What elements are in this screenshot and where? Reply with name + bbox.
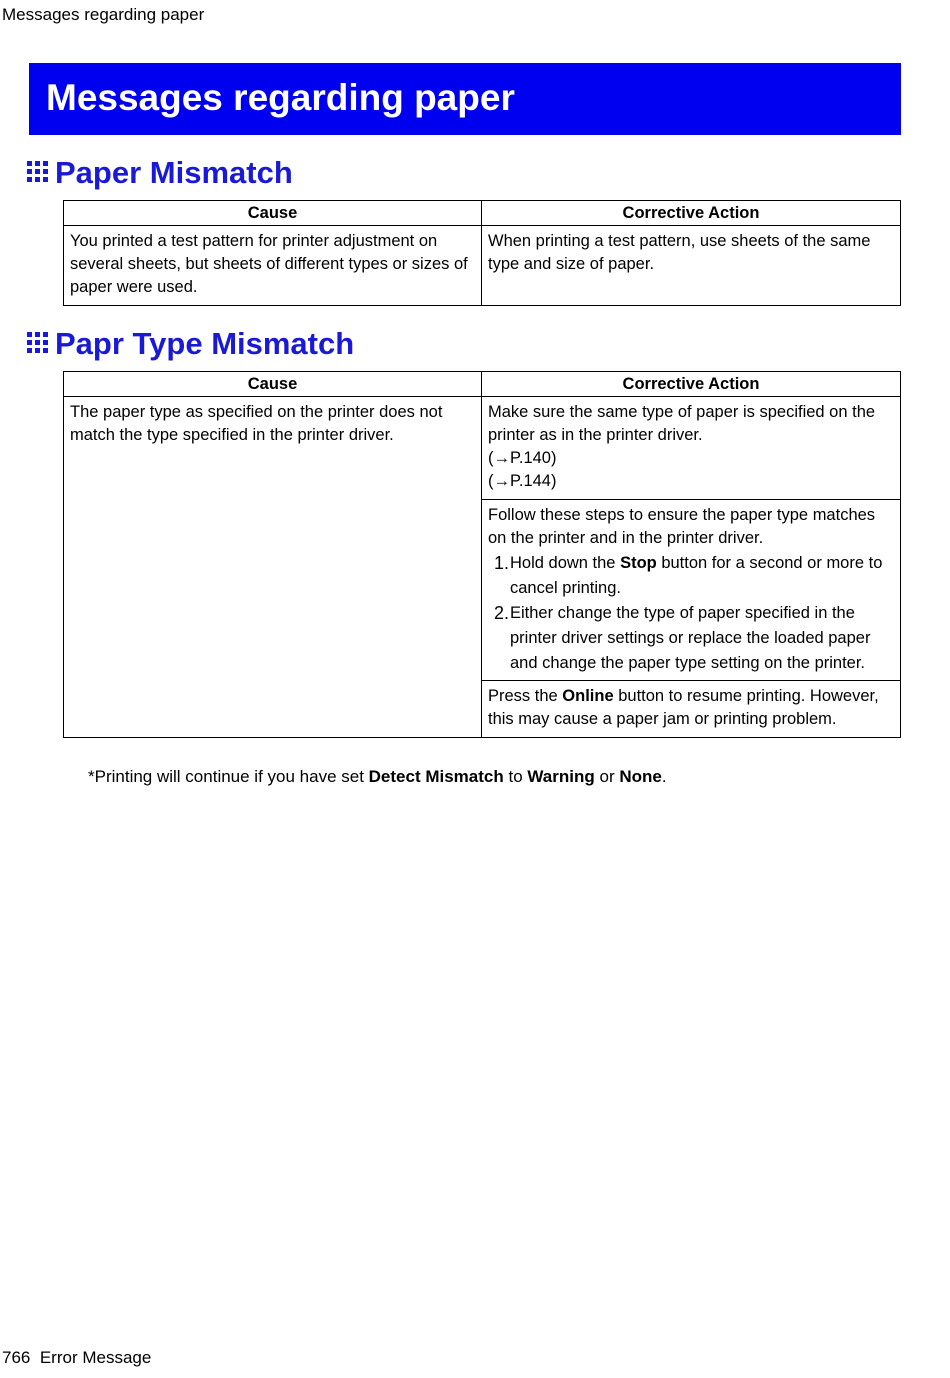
chapter-title: Messages regarding paper (46, 77, 515, 118)
footnote-text: or (594, 767, 620, 786)
action-text: button to resume printing. However, this may cause a paper jam or printing problem. (488, 687, 879, 728)
section-title: Papr Type Mismatch (55, 326, 355, 361)
step-item (488, 601, 895, 676)
section-heading-paper-type-mismatch (27, 326, 354, 362)
stop-button-name: Stop (620, 554, 657, 572)
page-reference-link[interactable]: (→P.144) (488, 472, 557, 490)
step-number: 2. (494, 603, 510, 623)
page-footer (2, 1348, 151, 1368)
column-header-cause: Cause (64, 201, 482, 226)
warning-term: Warning (527, 767, 595, 786)
column-header-corrective-action: Corrective Action (482, 372, 901, 397)
page-reference-link[interactable]: (→P.140) (488, 449, 557, 467)
section-title: Paper Mismatch (55, 155, 293, 190)
section-heading-paper-mismatch (27, 155, 293, 191)
cause-cell: You printed a test pattern for printer adjustment on several sheets, but sheets of different types or sizes of paper were used. (64, 226, 482, 306)
detect-mismatch-term: Detect Mismatch (368, 767, 504, 786)
action-text: Make sure the same type of paper is specified on the printer as in the printer driver. (488, 403, 876, 444)
cause-cell: The paper type as specified on the printer does not match the type specified in the printer driver. (64, 397, 482, 738)
step-text: Either change the type of paper specified in the printer driver settings or replace the loaded paper and change the paper type setting on the printer. (510, 604, 871, 672)
column-header-corrective-action: Corrective Action (482, 201, 901, 226)
footnote (88, 767, 667, 787)
step-number: 1. (494, 553, 510, 573)
column-header-cause: Cause (64, 372, 482, 397)
footnote-text: *Printing will continue if you have set (88, 767, 369, 786)
online-button-name: Online (562, 687, 614, 705)
corrective-action-cell (482, 681, 901, 738)
footnote-text: . (661, 767, 667, 786)
step-text: Hold down the (510, 554, 621, 572)
step-text: button for a second or more to cancel printing. (510, 554, 883, 597)
table-header-row (64, 372, 901, 397)
corrective-action-cell (482, 500, 901, 681)
paper-type-mismatch-table (63, 371, 901, 738)
footnote-text: to (503, 767, 528, 786)
grid-bullet-icon (27, 161, 48, 182)
step-list (488, 551, 895, 676)
paper-mismatch-table (63, 200, 901, 306)
chapter-title-banner (29, 63, 901, 135)
grid-bullet-icon (27, 332, 48, 353)
action-text: Press the (488, 687, 563, 705)
page-number: 766 (2, 1348, 31, 1367)
none-term: None (619, 767, 662, 786)
table-header-row (64, 201, 901, 226)
corrective-action-cell: When printing a test pattern, use sheets of the same type and size of paper. (482, 226, 901, 306)
table-row (64, 397, 901, 500)
action-intro: Follow these steps to ensure the paper type matches on the printer and in the printer driver. (488, 506, 876, 547)
step-item (488, 551, 895, 601)
corrective-action-cell (482, 397, 901, 500)
footer-section-name: Error Message (39, 1348, 152, 1367)
running-header: Messages regarding paper (2, 5, 205, 24)
table-row (64, 226, 901, 306)
